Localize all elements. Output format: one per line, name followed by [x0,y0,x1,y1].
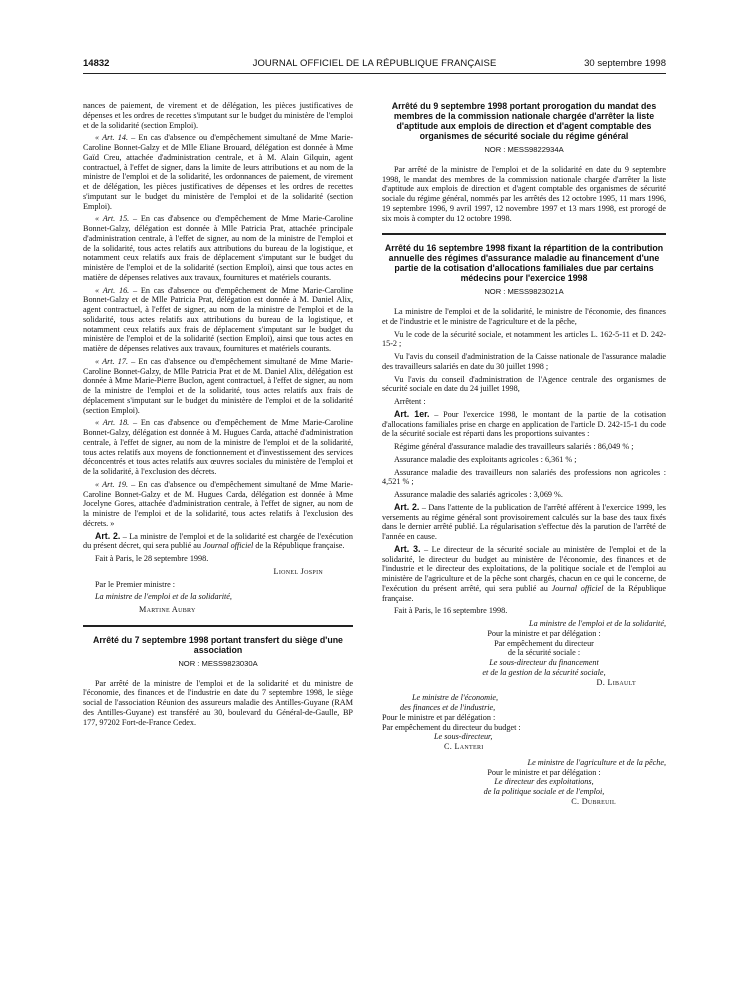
article-text: de la République française. [253,541,345,551]
paragraph: Par arrêté de la ministre de l'emploi et de la solidarité en date du 9 septembre 1998, le mandat des membres de la commission nationale chargée d'arrêter la liste d'aptitude aux emplois de direction et d'agent comptable des organismes de sécurité sociale du régime général, nommés par les arrêtés des 12 octobre 1995, 11 mars 1996, 19 septembre 1996, 9 avril 1997, 12 novembre 1997 et 13 mars 1998, est prorogé de six mois à compter du 12 octobre 1998. [382,164,666,223]
by-pm: Par le Premier ministre : [95,579,176,589]
signature-block-2 [382,693,666,752]
signatory-title: Le sous-directeur, [434,732,493,742]
list-item: Assurance maladie des travailleurs non salariés des professions non agricoles : 4,521 % ; [382,467,666,487]
article-label: Art. 2. [95,530,121,541]
signatory-title: Le ministre de l'économie, [412,693,499,703]
separator [382,233,666,235]
signatory-title: Le directeur des exploitations, [494,777,594,787]
article-label: Art. 2. [394,501,420,512]
article-text: – En cas d'absence ou d'empêchement de Mme Marie-Caroline Bonnet-Galzy, délégation est donnée à Mlle Patricia Prat, attachée principale d'administration centrale, à l'effet de signer, au nom de la ministre de l'emploi et de la solidarité, tous actes relatifs aux attributions du bureau de la logistique, et notamment ceux relatifs aux frais de déplacement s'imputant sur le budget du ministère de l'emploi et de la solidarité (section Emploi), ainsi que tous actes en matière de dépenses relatives aux travaux, fournitures et matériels courants. [83,214,353,282]
signature-name: Lionel Jospin [273,566,323,576]
delegation-line: Pour le ministre et par délégation : [382,712,496,722]
nor-code: NOR : MESS9823021A [484,287,564,297]
article-18 [83,418,353,477]
header-rule [83,73,666,74]
article-3 [382,545,666,604]
article-2 [382,503,666,542]
decree-title: Arrêté du 16 septembre 1998 fixant la répartition de la contribution annuelle des régimes d'assurance maladie au financement d'une partie de la cotisation d'allocations familiales due par certains médecins pour l'exercice 1998 [384,243,664,284]
nor-code: NOR : MESS9823030A [178,658,258,668]
article-text: – La ministre de l'emploi et de la solidarité est chargée de l'exécution du présent décret, qui sera publié au [83,531,353,551]
signatory-title: et de la gestion de la sécurité sociale, [482,667,606,677]
signatory-name: D. Libault [596,677,636,687]
done-at: Fait à Paris, le 16 septembre 1998. [394,606,508,616]
paragraph: Par arrêté de la ministre de l'emploi et de la solidarité et du ministre de l'économie, des finances et de l'industrie en date du 7 septembre 1998, le siège social de l'association Réunion des assureurs maladie des Antilles-Guyane (RAM des Antilles-Guyane) est transféré au 30, boulevard du Général-de-Gaulle, BP 177, 97202 Fort-de-France Cedex. [83,678,353,727]
article-label: « Art. 19. [95,479,128,489]
article-label: « Art. 14. [95,133,128,143]
article-16 [83,286,353,354]
decree-title: Arrêté du 7 septembre 1998 portant transfert du siège d'une association [93,634,343,655]
signatory-title: La ministre de l'emploi et de la solidarité, [529,619,666,628]
list-item: Assurance maladie des salariés agricoles : 3,069 %. [394,490,563,499]
nor-code: NOR : MESS9822934A [484,145,564,154]
paragraph: nances de paiement, de virement et de délégation, les pièces justificatives de dépenses et les ordres de recettes s'imputant sur le budget du ministère de l'emploi et de la solidarité (section Emploi). [83,101,353,130]
article-text: – En cas d'absence ou d'empêchement simultané de Mme Marie-Caroline Bonnet-Galzy, de Mlle Patricia Prat et de M. Daniel Alix, délégation est donnée à Mme Marie-Pierre Buclon, agent contractuel, à l'effet de signer, au nom de la ministre de l'emploi et de la solidarité, tous actes relatifs aux frais de déplacement s'imputant sur le budget du ministère de l'emploi et de la solidarité (section Emploi). [83,356,353,415]
article-text: – En cas d'absence ou d'empêchement simultané de Mme Marie-Caroline Bonnet-Galzy et de M. Hugues Carda, délégation est donnée à Mme Jocelyne Gores, attachée d'administration centrale, à l'effet de signer, au nom de la ministre de l'emploi et de la solidarité, tous actes relatifs à l'exclusion des décrets. » [83,479,353,528]
delegation-line: Pour le ministre et par délégation : [487,767,601,777]
delegation-line: Par empêchement du directeur du budget : [382,722,521,732]
article-text: de la République française. [382,583,667,603]
delegation-line: Pour la ministre et par délégation : [487,628,601,638]
article-15 [83,214,353,282]
article-2 [83,532,353,552]
right-column [382,101,666,807]
delegation-line: de la sécurité sociale : [507,648,581,658]
signatory-name: C. Dubreuil [571,796,616,806]
article-label: « Art. 15. [95,214,130,224]
left-column [83,101,353,730]
decree-title: Arrêté du 9 septembre 1998 portant prorogation du mandat des membres de la commission nationale chargée d'arrêter la liste d'aptitude aux emplois de direction et d'agent comptable des organismes de sécurité sociale du régime général [391,101,657,141]
article-text: – En cas d'absence ou d'empêchement simultané de Mme Marie-Caroline Bonnet-Galzy et de Mlle Eliane Brouard, délégation est donnée à Mme Gaïd Creu, attachée d'administration centrale, et à M. Alain Gilquin, agent contractuel, à l'effet de signer, dans la limite de leurs attributions et au nom de la ministre de l'emploi et de la solidarité, les ordonnances de paiement, de virement et de délégation, les pièces justificatives de dépenses et les ordres de recettes s'imputant sur le budget du ministère de l'emploi et de la solidarité (section Emploi). [83,133,353,211]
article-1 [382,410,666,439]
signature-block-3 [382,758,666,807]
signatory-title: Le sous-directeur du financement [489,658,599,667]
list-item: Régime général d'assurance maladie des travailleurs salariés : 86,049 % ; [394,442,634,451]
delegation-line: Par empêchement du directeur [494,638,594,648]
article-text: – Pour l'exercice 1998, le montant de la partie de la cotisation d'allocations familiales prise en charge en application de l'article D. 242-15-1 du code de la sécurité sociale est réparti dans les proportions suivantes : [382,409,666,439]
minister-name: Martine Aubry [139,605,196,614]
article-text: – Dans l'attente de la publication de l'arrêté afférent à l'exercice 1999, les versements au régime général sont provisoirement calculés sur la base des taux fixés dans le dernier arrêté publié. La régularisation s'effectue dès la parution de l'arrêté de l'année en cause. [382,502,666,541]
article-label: « Art. 17. [95,356,128,366]
article-label: « Art. 16. [95,285,130,295]
journal-name: Journal officiel [551,583,604,593]
arretent: Arrêtent : [394,397,426,406]
signatory-title: Le ministre de l'agriculture et de la pêche, [527,757,666,767]
paragraph: La ministre de l'emploi et de la solidarité, le ministre de l'économie, des finances et de l'industrie et le ministre de l'agriculture et de la pêche, [382,307,666,326]
paragraph: Vu le code de la sécurité sociale, et notamment les articles L. 162-5-11 et D. 242-15-2 ; [382,329,666,349]
article-14 [83,133,353,211]
paragraph: Vu l'avis du conseil d'administration de l'Agence centrale des organismes de sécurité sociale en date du 24 juillet 1998, [382,374,666,394]
signatory-title: de la politique sociale et de l'emploi, [483,787,605,796]
separator [83,625,353,627]
issue-date: 30 septembre 1998 [584,58,666,69]
minister-title: La ministre de l'emploi et de la solidarité, [95,592,232,602]
signatory-name: C. Lanteri [444,742,484,751]
article-17 [83,357,353,416]
list-item: Assurance maladie des exploitants agricoles : 6,361 % ; [394,454,577,464]
article-text: – Le directeur de la sécurité sociale au ministère de l'emploi et de la solidarité, le directeur du budget au ministère de l'économie, des finances et de l'industrie et le directeur des exploitations, de la politique sociale et de l'emploi au ministère de l'agriculture et de la pêche sont chargés, chacun en ce qui le concerne, de l'exécution du présent arrêté, qui sera publié au [382,544,666,593]
article-label: Art. 3. [394,543,421,554]
article-19 [83,480,353,529]
signature-block-1 [382,619,666,687]
journal-name: Journal officiel [203,541,254,551]
article-label: « Art. 18. [95,418,130,428]
article-text: – En cas d'absence ou d'empêchement de Mme Marie-Caroline Bonnet-Galzy, délégation est donnée à M. Hugues Carda, attaché d'administration centrale, à l'effet de signer, au nom de la ministre de l'emploi et de la solidarité, tous actes relatifs aux moyens de fonctionnement et d'investissement des services déconcentrés et tous actes relatifs aux œuvres sociales du ministère de l'emploi et de la solidarité, à l'exclusion des décrets. [83,418,353,476]
page-header [83,58,666,72]
article-label: Art. 1er. [394,408,430,419]
paragraph: Vu l'avis du conseil d'administration de la Caisse nationale de l'assurance maladie des travailleurs salariés en date du 30 juillet 1998 ; [382,352,666,371]
signatory-title: des finances et de l'industrie, [400,703,496,712]
article-text: – En cas d'absence ou d'empêchement de Mme Marie-Caroline Bonnet-Galzy et de Mlle Patricia Prat, délégation est donnée à M. Daniel Alix, agent contractuel, à l'effet de signer, au nom de la ministre de l'emploi et de la solidarité, tous actes relatifs aux attributions du bureau de la logistique, et notamment ceux relatifs aux frais de déplacement s'imputant sur le budget du ministère de l'emploi et de la solidarité (section Emploi), ainsi que tous actes en matière de dépenses relatives aux travaux, fournitures et matériels courants. [83,285,353,353]
journal-title: JOURNAL OFFICIEL DE LA RÉPUBLIQUE FRANÇAISE [252,58,497,69]
page-number: 14832 [83,58,110,69]
done-at: Fait à Paris, le 28 septembre 1998. [95,554,209,563]
